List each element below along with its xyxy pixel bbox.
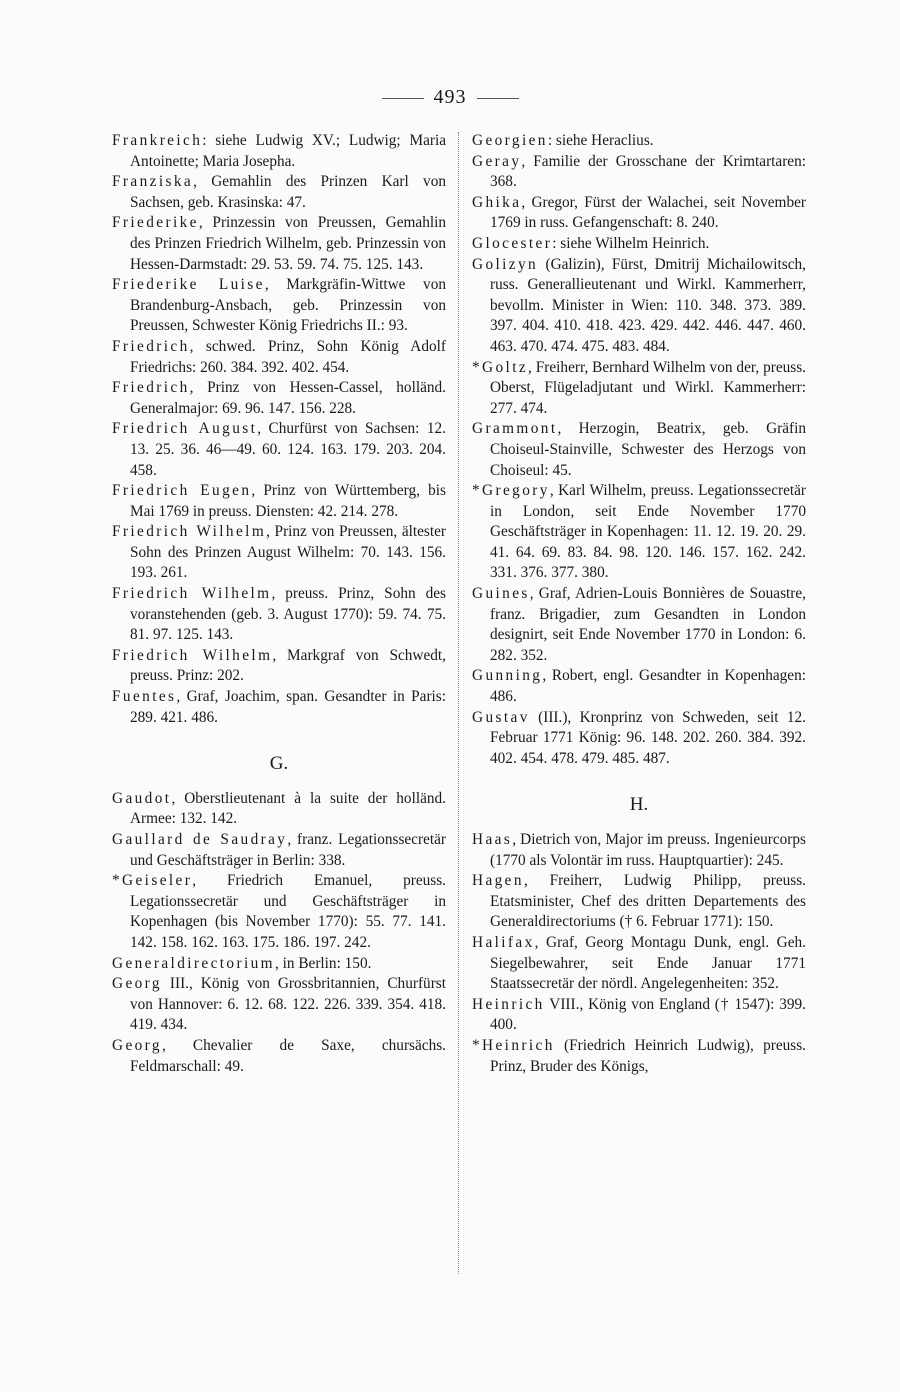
index-entry [112, 131, 446, 172]
index-entry [472, 358, 806, 420]
entry-name: Friedrich Wilhelm [112, 585, 272, 603]
index-entry [112, 275, 446, 337]
entry-text: , Friedrich Emanuel, preuss. Legationssecretär und Geschäftsträger in Kopenhagen (bis November 1770): 55. 77. 141. 142. 158. 162. 163. 175. 186. 197. 242. [130, 872, 446, 951]
entry-name: Ghika [472, 193, 522, 211]
entry-name: Generaldirectorium [112, 954, 275, 972]
entry-text: (III.), Kronprinz von Schweden, seit 12. Februar 1771 König: 96. 148. 202. 260. 384. 392. 402. 454. 478. 479. 485. 487. [490, 708, 806, 767]
index-entry [112, 172, 446, 213]
index-entry [472, 481, 806, 584]
index-entry [472, 255, 806, 358]
index-entry [112, 830, 446, 871]
index-entry [472, 152, 806, 193]
entry-text: , Freiherr, Bernhard Wilhelm von der, preuss. Oberst, Flügeladjutant und Wirkl. Kammerherr: 277. 474. [490, 358, 806, 417]
right-column [472, 131, 806, 1077]
entry-text: , Graf, Joachim, span. Gesandter in Paris: 289. 421. 486. [130, 688, 446, 726]
index-entry [112, 974, 446, 1036]
entry-text: , Churfürst von Sachsen: 12. 13. 25. 36. 46—49. 60. 124. 163. 179. 203. 204. 458. [130, 420, 446, 479]
page-number: 493 [433, 86, 467, 108]
entry-text: : siehe Ludwig XV.; Ludwig; Maria Antoinette; Maria Josepha. [130, 132, 446, 170]
entry-name: Golizyn [472, 255, 539, 273]
header-rule-left [382, 98, 424, 99]
entry-name: Frankreich [112, 132, 203, 149]
entry-name: Georgien [472, 132, 548, 149]
entry-text: (Friedrich Heinrich Ludwig), preuss. Prinz, Bruder des Königs, [490, 1036, 806, 1075]
index-entry [472, 708, 806, 770]
entry-text: , Oberstlieutenant à la suite der holländ. Armee: 132. 142. [130, 789, 446, 828]
entry-text: , Robert, engl. Gesandter in Kopenhagen: 486. [490, 667, 806, 706]
entry-name: Gunning [472, 667, 543, 685]
entry-text: : siehe Wilhelm Heinrich. [552, 234, 710, 252]
index-entry [112, 1036, 446, 1077]
entry-name: Friedrich Wilhelm [112, 523, 267, 541]
entry-name: Grammont [472, 420, 558, 438]
entry-name: Friedrich August [112, 420, 258, 438]
section-heading-h: H. [629, 794, 649, 816]
entry-text: , Gemahlin des Prinzen Karl von Sachsen, geb. Krasinska: 47. [130, 173, 446, 211]
index-entry [112, 789, 446, 830]
index-entry [112, 419, 446, 481]
index-entry [112, 337, 446, 378]
index-entry [112, 213, 446, 275]
entry-text: , Gregor, Fürst der Walachei, seit November 1769 in russ. Gefangenschaft: 8. 240. [490, 193, 806, 232]
entry-name: Hagen [472, 872, 524, 890]
entry-text: III., König von Grossbritannien, Churfürst von Hannover: 6. 12. 68. 122. 226. 339. 354. 418. 419. 434. [130, 975, 446, 1034]
entry-name: Heinrich [472, 995, 545, 1013]
entry-text: , schwed. Prinz, Sohn König Adolf Friedrichs: 260. 384. 392. 402. 454. [130, 337, 446, 376]
entry-name: Georg [112, 1036, 162, 1054]
entry-name: Friedrich [112, 337, 190, 355]
entry-text: , Freiherr, Ludwig Philipp, preuss. Etatsminister, Chef des dritten Departements des Generaldirectoriums († 6. Februar 1771): 150. [490, 872, 806, 931]
entry-text: , Graf, Georg Montagu Dunk, engl. Geh. Siegelbewahrer, seit Ende Januar 1771 Staatssecretär der nördl. Angelegenheiten: 352. [490, 933, 806, 993]
index-entry [472, 830, 806, 871]
index-entry [472, 419, 806, 481]
page-header [0, 86, 900, 109]
index-entry [472, 131, 806, 152]
index-entry [472, 584, 806, 666]
index-entry [472, 666, 806, 707]
entry-name: Friedrich Eugen [112, 482, 252, 500]
entry-text: : siehe Heraclius. [547, 132, 654, 149]
index-entry [472, 1036, 806, 1077]
entry-name: Friederike [112, 214, 199, 232]
entry-name: Friedrich Wilhelm [112, 646, 273, 664]
section-heading-g: G. [269, 753, 289, 775]
entry-name: Gustav [472, 708, 530, 726]
index-entry [112, 646, 446, 687]
index-group-f [112, 131, 446, 728]
entry-text: , franz. Legationssecretär und Geschäftsträger in Berlin: 338. [130, 831, 446, 869]
index-group-g [112, 789, 446, 1077]
index-entry [112, 584, 446, 646]
entry-text: , Prinzessin von Preussen, Gemahlin des Prinzen Friedrich Wilhelm, geb. Prinzessin von Hessen-Darmstadt: 29. 53. 59. 74. 75. 125. 143. [130, 214, 446, 273]
index-group-h [472, 830, 806, 1077]
entry-name: Friedrich [112, 379, 190, 397]
entry-text: , Herzogin, Beatrix, geb. Gräfin Choiseul-Stainville, Schwester des Herzogs von Choiseul: 45. [490, 420, 806, 479]
entry-name: Glocester [472, 234, 553, 252]
index-entry [472, 871, 806, 933]
entry-name: Georg [112, 975, 162, 993]
entry-text: , Prinz von Hessen-Cassel, holländ. Generalmajor: 69. 96. 147. 156. 228. [130, 379, 446, 417]
index-entry [112, 481, 446, 522]
index-group-g-continued [472, 131, 806, 769]
entry-text: , in Berlin: 150. [274, 954, 372, 972]
entry-text: , preuss. Prinz, Sohn des voranstehenden (geb. 3. August 1770): 59. 74. 75. 81. 97. 125. 143. [130, 585, 446, 644]
index-entry [112, 954, 446, 975]
entry-text: , Markgräfin-Wittwe von Brandenburg-Ansbach, geb. Prinzessin von Preussen, Schwester König Friedrichs II.: 93. [130, 276, 446, 335]
entry-name: *Gregory [472, 482, 550, 500]
entry-text: , Chevalier de Saxe, chursächs. Feldmarschall: 49. [130, 1036, 446, 1075]
index-entry [112, 871, 446, 953]
entry-name: Halifax [472, 933, 535, 951]
index-entry [472, 234, 806, 255]
entry-text: , Graf, Adrien-Louis Bonnières de Souastre, franz. Brigadier, zum Gesandten in London designirt, seit Ende November 1770 in London: 6. 282. 352. [490, 585, 806, 664]
header-rule-right [477, 98, 519, 99]
index-entry [112, 687, 446, 728]
entry-name: *Geiseler [112, 872, 193, 890]
entry-name: *Heinrich [472, 1036, 555, 1054]
index-entry [472, 995, 806, 1036]
index-entry [472, 933, 806, 995]
entry-text: , Prinz von Württemberg, bis Mai 1769 in preuss. Diensten: 42. 214. 278. [130, 482, 446, 520]
entry-name: Fuentes [112, 688, 177, 706]
entry-text: , Prinz von Preussen, ältester Sohn des Prinzen August Wilhelm: 70. 143. 156. 193. 261. [130, 523, 446, 582]
left-column [112, 131, 446, 1077]
entry-text: VIII., König von England († 1547): 399. 400. [490, 995, 806, 1034]
entry-name: Franziska [112, 173, 194, 191]
column-divider [458, 132, 459, 1274]
entry-text: , Karl Wilhelm, preuss. Legationssecretär in London, seit Ende November 1770 Geschäftsträger in Kopenhagen: 11. 12. 19. 20. 29. 41. 64. 69. 83. 84. 98. 120. 146. 157. 162. 242. 331. 376. 377. 380. [490, 482, 806, 582]
entry-text: , Familie der Grosschane der Krimtartaren: 368. [490, 152, 806, 191]
index-entry [472, 193, 806, 234]
entry-name: Gaudot [112, 789, 172, 807]
entry-name: Haas [472, 831, 513, 848]
index-entry [112, 378, 446, 419]
entry-text: , Markgraf von Schwedt, preuss. Prinz: 202. [130, 646, 446, 685]
entry-text: , Dietrich von, Major im preuss. Ingenieurcorps (1770 als Volontär im russ. Hauptquartier): 245. [490, 831, 806, 869]
entry-name: Friederike Luise [112, 276, 265, 294]
index-entry [112, 522, 446, 584]
entry-name: Guines [472, 585, 530, 603]
entry-name: *Goltz [472, 358, 529, 376]
entry-name: Gaullard de Saudray [112, 831, 288, 848]
entry-text: (Galizin), Fürst, Dmitrij Michailowitsch, russ. Generallieutenant und Wirkl. Kammerherr, bevollm. Minister in Wien: 110. 348. 373. 389. 397. 404. 410. 418. 423. 429. 442. 446. 447. 460. 463. 470. 474. 475. 483. 484. [490, 255, 806, 355]
entry-name: Geray [472, 152, 522, 170]
